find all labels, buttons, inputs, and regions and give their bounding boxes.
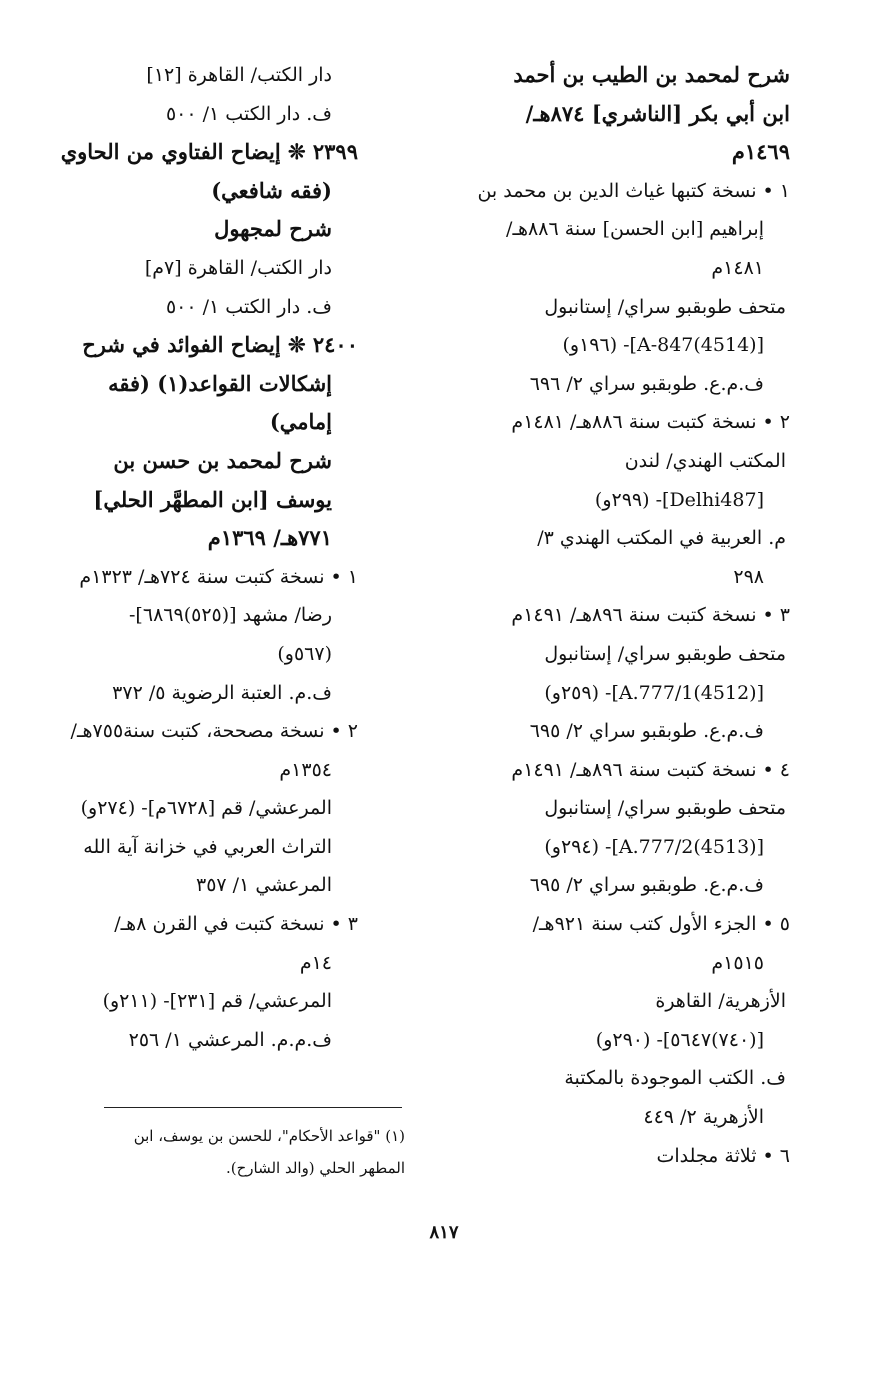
right-column-line: ١ • نسخة كتبها غياث الدين بن محمد بن bbox=[477, 179, 790, 202]
left-column-line: المرعشي/ قم [٦٧٢٨م]- (٢٧٤و) bbox=[80, 797, 332, 820]
right-column-line: الأزهرية/ القاهرة bbox=[655, 990, 786, 1013]
right-column-line: الأزهرية ٢/ ٤٤٩ bbox=[643, 1106, 764, 1129]
page-number: ٨١٧ bbox=[429, 1222, 459, 1243]
right-column-line: ف. الكتب الموجودة بالمكتبة bbox=[564, 1067, 786, 1090]
left-column-line: ٢ • نسخة مصححة، كتبت سنة٧٥٥هـ/ bbox=[70, 720, 358, 743]
left-column-line: ٣ • نسخة كتبت في القرن ٨هـ/ bbox=[114, 913, 358, 936]
footnote-divider bbox=[104, 1107, 402, 1108]
right-column-line: م. العربية في المكتب الهندي ٣/ bbox=[537, 527, 786, 550]
left-column-line: (٥٦٧و) bbox=[277, 642, 332, 665]
right-column-line: ٣ • نسخة كتبت سنة ٨٩٦هـ/ ١٤٩١م bbox=[511, 604, 790, 627]
left-column-line: ف. دار الكتب ١/ ٥٠٠ bbox=[165, 295, 332, 318]
right-column-line: متحف طوبقبو سراي/ إستانبول bbox=[544, 295, 786, 318]
right-column-line: ٤ • نسخة كتبت سنة ٨٩٦هـ/ ١٤٩١م bbox=[511, 758, 790, 781]
right-column-line: شرح لمحمد بن الطيب بن أحمد bbox=[513, 62, 790, 87]
right-column-line: [A-847(4514)]- (١٩٦و) bbox=[562, 334, 764, 357]
right-column-line: ف.م.ع. طوبقبو سراي ٢/ ٦٩٥ bbox=[529, 874, 764, 897]
left-column-line: شرح لمجهول bbox=[214, 216, 332, 242]
left-column-line: ف. دار الكتب ١/ ٥٠٠ bbox=[165, 102, 332, 125]
footnote bbox=[70, 1120, 405, 1184]
right-column-line: ١٤٦٩م bbox=[731, 139, 790, 165]
left-column-line: ٢٤٠٠ ❊ إيضاح الفوائد في شرح bbox=[82, 332, 358, 358]
footnote-line: (١) "قواعد الأحكام"، للحسن بن يوسف، ابن bbox=[133, 1127, 405, 1145]
left-column-line: ١٤م bbox=[299, 951, 332, 974]
footnote-line: المطهر الحلي (والد الشارح). bbox=[225, 1159, 405, 1177]
right-column-line: ١٤٨١م bbox=[711, 256, 764, 279]
left-column-line: يوسف [ابن المطهَّر الحلي] bbox=[93, 486, 332, 512]
left-column-line: المرعشي/ قم [٢٣١]- (٢١١و) bbox=[102, 990, 332, 1013]
left-column-line: ف.م. العتبة الرضوية ٥/ ٣٧٢ bbox=[112, 681, 332, 704]
right-column-line: [A.777/2(4513)]- (٢٩٤و) bbox=[544, 835, 764, 858]
right-column-line: ف.م.ع. طوبقبو سراي ٢/ ٦٩٥ bbox=[529, 720, 764, 743]
left-column-line: ١ • نسخة كتبت سنة ٧٢٤هـ/ ١٣٢٣م bbox=[79, 565, 358, 588]
left-column-line: إشكالات القواعد(١) (فقه bbox=[108, 370, 332, 396]
right-column-line: متحف طوبقبو سراي/ إستانبول bbox=[544, 642, 786, 665]
right-column-line: ف.م.ع. طوبقبو سراي ٢/ ٦٩٦ bbox=[529, 372, 764, 395]
right-column-line: إبراهيم [ابن الحسن] سنة ٨٨٦هـ/ bbox=[506, 218, 764, 241]
right-column-line: ابن أبي بكر [الناشري] ٨٧٤هـ/ bbox=[525, 100, 790, 126]
left-column-line: التراث العربي في خزانة آية الله bbox=[83, 835, 332, 858]
left-column bbox=[58, 56, 358, 1059]
right-column-line: ٢ • نسخة كتبت سنة ٨٨٦هـ/ ١٤٨١م bbox=[511, 411, 790, 434]
right-column bbox=[445, 56, 790, 1175]
left-column-line: المرعشي ١/ ٣٥٧ bbox=[196, 874, 332, 897]
right-column-line: [A.777/1(4512)]- (٢٥٩و) bbox=[544, 681, 764, 704]
left-column-line: رضا/ مشهد [(٥٢٥)٦٨٦٩]- bbox=[129, 604, 332, 627]
right-column-line: [Delhi487]- (٢٩٩و) bbox=[594, 488, 764, 511]
left-column-line: دار الكتب/ القاهرة [١٢] bbox=[146, 64, 332, 86]
left-column-line: ٢٣٩٩ ❊ إيضاح الفتاوي من الحاوي bbox=[60, 139, 358, 165]
left-column-line: شرح لمحمد بن حسن بن bbox=[113, 447, 332, 473]
right-column-line: ٦ • ثلاثة مجلدات bbox=[656, 1144, 790, 1167]
left-column-line: ١٣٥٤م bbox=[279, 758, 332, 781]
left-column-line: إمامي) bbox=[269, 409, 332, 435]
left-column-line: ٧٧١هـ/ ١٣٦٩م bbox=[207, 525, 332, 551]
right-column-line: متحف طوبقبو سراي/ إستانبول bbox=[544, 797, 786, 820]
left-column-line: (فقه شافعي) bbox=[211, 177, 332, 203]
left-column-line: ف.م.م. المرعشي ١/ ٢٥٦ bbox=[128, 1028, 332, 1051]
left-column-line: دار الكتب/ القاهرة [٧م] bbox=[144, 256, 332, 279]
right-column-line: ١٥١٥م bbox=[711, 951, 764, 974]
right-column-line: ٥ • الجزء الأول كتب سنة ٩٢١هـ/ bbox=[532, 913, 790, 936]
right-column-line: ٢٩٨ bbox=[733, 565, 764, 588]
right-column-line: المكتب الهندي/ لندن bbox=[624, 449, 786, 472]
right-column-line: [(٧٤٠)٥٦٤٧]- (٢٩٠و) bbox=[595, 1028, 764, 1051]
